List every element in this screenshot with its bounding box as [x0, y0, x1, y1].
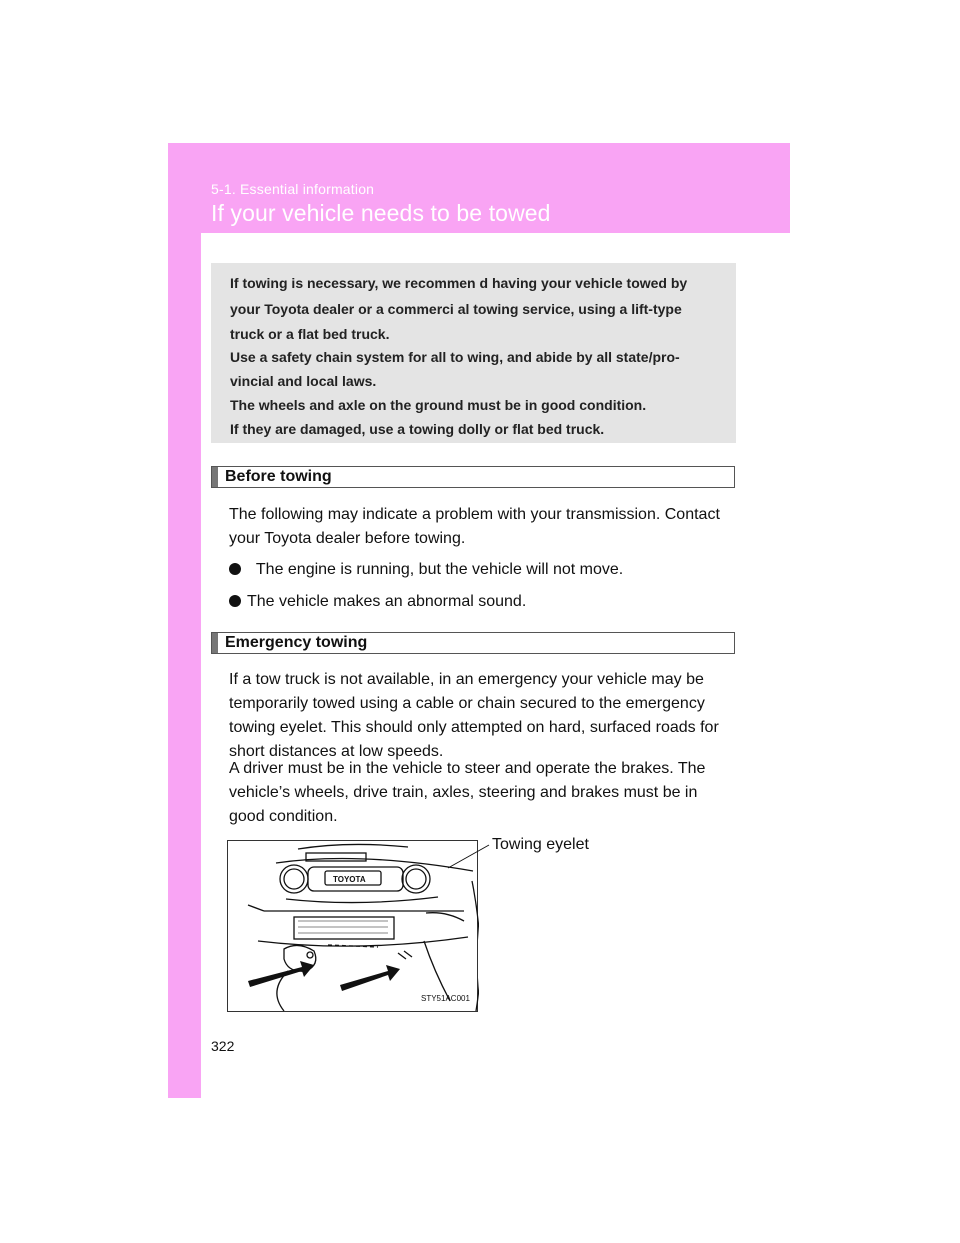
body-line: A driver must be in the vehicle to steer and operate the brakes. The — [229, 760, 706, 777]
body-line: your Toyota dealer before towing. — [229, 530, 466, 547]
notice-line: Use a safety chain system for all to wing, and abide by all state/pro- — [230, 349, 680, 365]
bullet-text: The vehicle makes an abnormal sound. — [247, 593, 527, 610]
section-label: 5-1. Essential information — [211, 181, 375, 197]
callout-towing-eyelet: Towing eyelet — [492, 836, 589, 853]
bullet-text: The engine is running, but the vehicle will not move. — [255, 561, 624, 578]
notice-line: If towing is necessary, we recommen d having your vehicle towed by — [230, 275, 688, 291]
page-number: 322 — [211, 1038, 235, 1054]
heading-text: Before towing — [225, 468, 332, 485]
body-line: vehicle’s wheels, drive train, axles, steering and brakes must be in — [229, 784, 698, 801]
figure-code: STY51AC001 — [421, 994, 470, 1003]
notice-line: The wheels and axle on the ground must be in good condition. — [230, 397, 647, 413]
body-line: The following may indicate a problem with your transmission. Contact — [229, 506, 720, 523]
notice-line: truck or a flat bed truck. — [230, 326, 390, 342]
body-line: towing eyelet. This should only attempted on hard, surfaced roads for — [229, 719, 719, 736]
body-line: short distances at low speeds. — [229, 743, 444, 760]
page-title: If your vehicle needs to be towed — [211, 200, 551, 226]
heading-text: Emergency towing — [225, 634, 368, 651]
grille-badge: TOYOTA — [333, 875, 366, 884]
body-line: If a tow truck is not available, in an emergency your vehicle may be — [229, 671, 704, 688]
notice-line: vincial and local laws. — [230, 373, 377, 389]
body-line: good condition. — [229, 808, 338, 825]
notice-line: your Toyota dealer or a commerci al towing service, using a lift-type — [230, 301, 682, 317]
notice-line: If they are damaged, use a towing dolly or flat bed truck. — [230, 421, 605, 437]
body-line: temporarily towed using a cable or chain secured to the emergency — [229, 695, 705, 712]
